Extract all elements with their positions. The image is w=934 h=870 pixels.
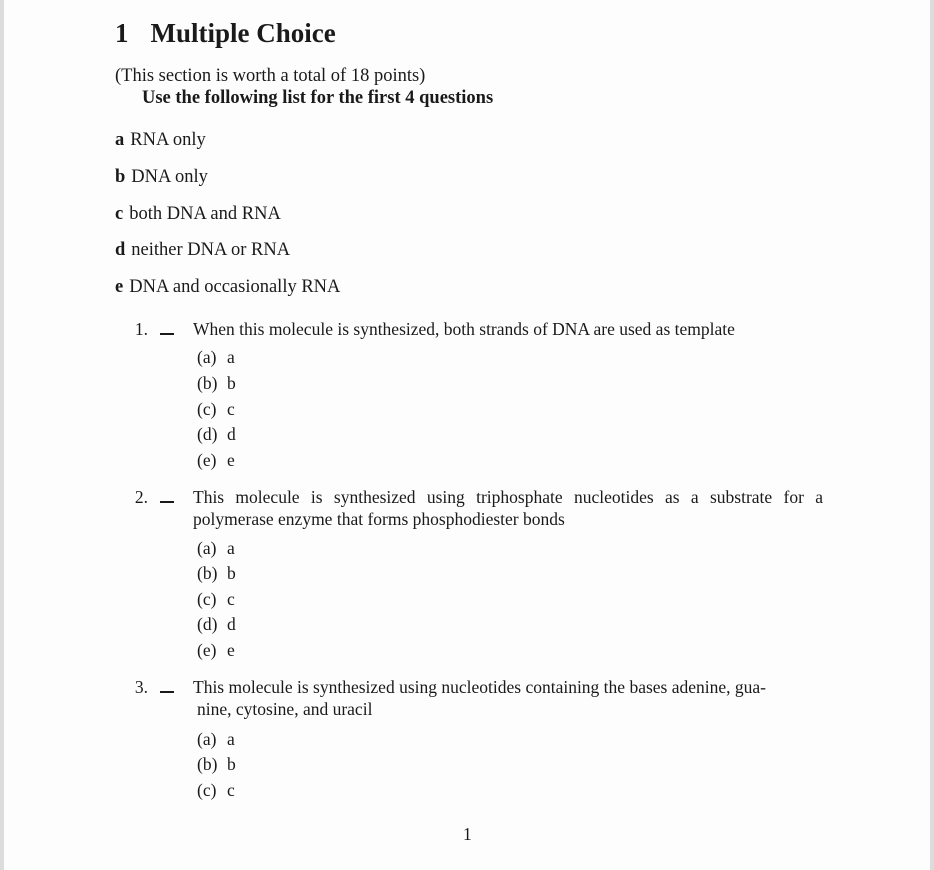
answer-blank[interactable] [160,501,174,503]
key-text: DNA only [131,167,208,187]
option-label: (d) [197,614,218,634]
option-label: (b) [197,754,218,774]
section-title: Multiple Choice [150,18,336,48]
option[interactable] [197,729,235,750]
key-letter: e [115,277,124,297]
option-value: a [227,538,235,558]
key-item [115,130,206,151]
option[interactable] [197,589,235,610]
option[interactable] [197,754,236,775]
key-item [115,167,208,188]
option-label: (a) [197,729,217,749]
option[interactable] [197,347,235,368]
section-number: 1 [115,18,129,48]
option-value: e [227,640,235,660]
option[interactable] [197,399,235,420]
option[interactable] [197,373,236,394]
instruction: Use the following list for the first 4 questions [142,88,494,108]
section-heading [115,18,336,49]
option[interactable] [197,614,236,635]
option[interactable] [197,450,235,471]
option-value: a [227,347,235,367]
question-number: 3. [134,677,148,697]
key-item [115,277,340,298]
option-value: c [227,780,235,800]
question-number: 2. [134,487,148,507]
option-label: (c) [197,399,217,419]
option-label: (a) [197,538,217,558]
question-text-line-1: This molecule is synthesized using nucleotides containing the bases adenine, gua- [193,677,766,697]
option-value: e [227,450,235,470]
option-value: d [227,614,236,634]
option-label: (b) [197,563,218,583]
option-label: (b) [197,373,218,393]
option-value: a [227,729,235,749]
option-value: c [227,589,235,609]
key-item [115,204,281,225]
option-value: b [227,754,236,774]
key-letter: a [115,130,125,150]
key-text: DNA and occasionally RNA [129,277,341,297]
option[interactable] [197,640,235,661]
key-item [115,240,290,261]
key-text: both DNA and RNA [129,204,281,224]
option-label: (e) [197,450,217,470]
document-page [4,0,930,870]
option[interactable] [197,424,236,445]
page-number: 1 [463,824,472,844]
question-number: 1. [134,319,148,339]
option-value: b [227,563,236,583]
points-note: (This section is worth a total of 18 points) [115,66,426,86]
option[interactable] [197,538,235,559]
key-text: neither DNA or RNA [131,240,291,260]
option-value: b [227,373,236,393]
option[interactable] [197,780,235,801]
question-text: When this molecule is synthesized, both strands of DNA are used as template [193,319,735,339]
answer-blank[interactable] [160,691,174,693]
option-value: c [227,399,235,419]
option[interactable] [197,563,236,584]
option-label: (c) [197,780,217,800]
answer-blank[interactable] [160,333,174,335]
key-letter: b [115,167,126,187]
option-label: (d) [197,424,218,444]
key-text: RNA only [130,130,206,150]
option-label: (e) [197,640,217,660]
key-letter: d [115,240,126,260]
option-value: d [227,424,236,444]
question-text: This molecule is synthesized using triphosphate nucleotides as a substrate for a polymerase enzyme that forms phosphodiester bonds [193,487,823,529]
key-letter: c [115,204,124,224]
question-text-line-2: nine, cytosine, and uracil [197,699,373,719]
option-label: (a) [197,347,217,367]
option-label: (c) [197,589,217,609]
